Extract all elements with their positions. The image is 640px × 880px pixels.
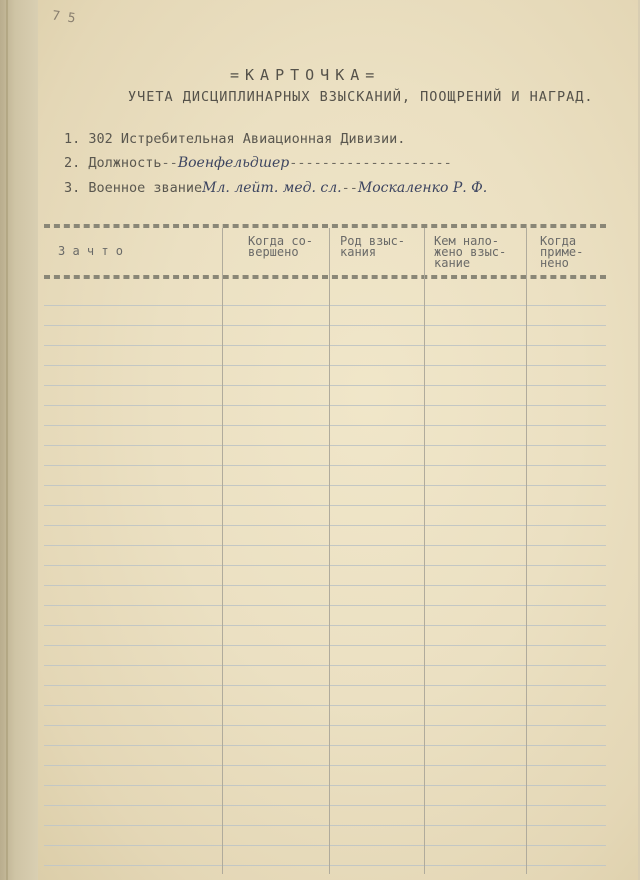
rank-label: 3. Военное звание (64, 180, 203, 196)
header-imposed-by: Кем нало- жено взыс- кание (434, 234, 507, 270)
header-when-committed: Когда со- вершено (248, 234, 314, 259)
position-value: Военфельдшер (177, 155, 290, 171)
column-divider (424, 228, 425, 874)
rank-value: Мл. лейт. мед. сл. (202, 180, 342, 196)
division-line (64, 131, 405, 147)
table-ruled-rows (44, 286, 606, 874)
record-table (44, 224, 606, 874)
position-line: 2. Должность--Военфельдшер-------------------- (64, 155, 452, 171)
binding-strip (0, 0, 39, 880)
corner-mark: 7 5 (51, 8, 77, 27)
card-title: =КАРТОЧКА= (230, 66, 381, 84)
binding-edge (6, 0, 8, 880)
name-value: Москаленко Р. Ф. (357, 180, 488, 196)
card-subtitle: УЧЕТА ДИСЦИПЛИНАРНЫХ ВЗЫСКАНИЙ, ПООЩРЕНИЙ И НАГРАД. (128, 89, 594, 105)
header-penalty-type: Род взыс- кания (340, 234, 406, 259)
header-when-applied: Когда приме- нено (540, 234, 584, 270)
column-divider (222, 228, 223, 874)
header-for-what: З а ч т о (58, 244, 124, 258)
position-label: 2. Должность (64, 155, 162, 171)
column-divider (329, 228, 330, 874)
rank-line: 3. Военное званиеМл. лейт. мед. сл.--Москаленко Р. Ф. (64, 180, 488, 196)
column-divider (526, 228, 527, 874)
table-top-rule (44, 224, 606, 228)
division-text: 1. 302 Истребительная Авиационная Дивизии. (64, 131, 406, 147)
table-header-rule (44, 275, 606, 279)
